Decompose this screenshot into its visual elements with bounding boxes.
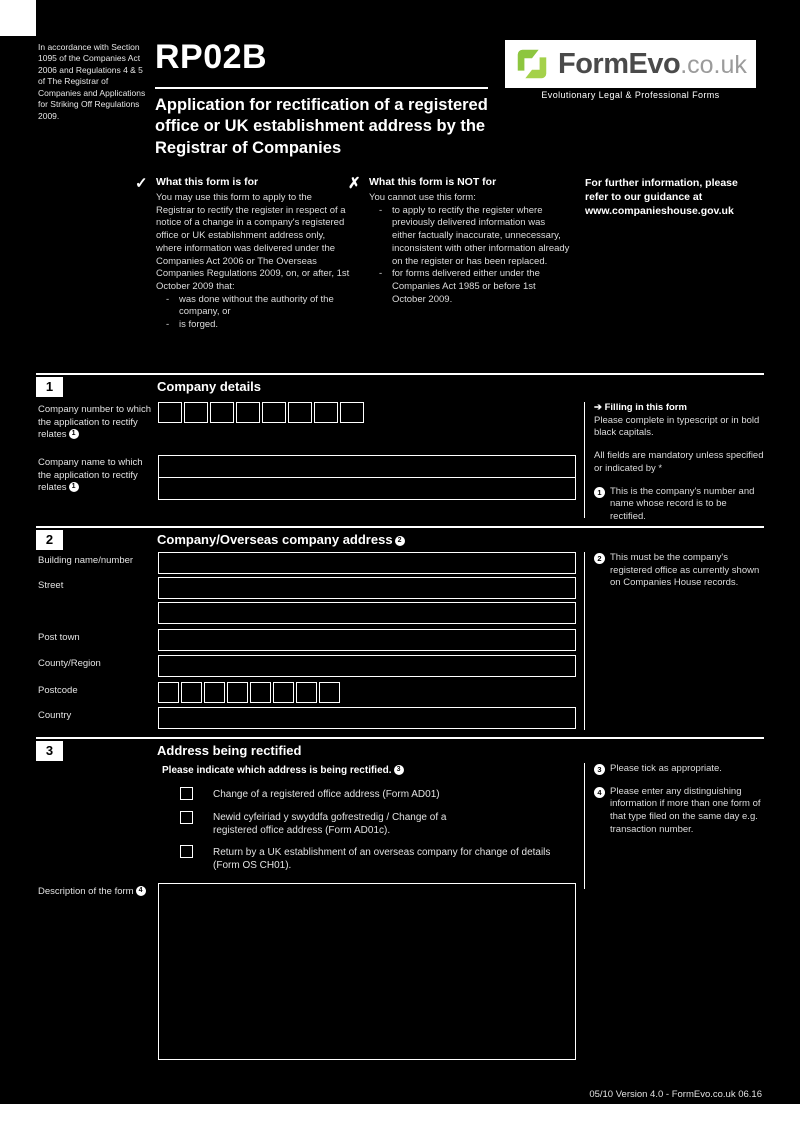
company-number-char-box[interactable]: [184, 402, 208, 423]
checkbox-form-ad01c-label: Newid cyfeiriad y swyddfa gofrestredig / Change of a registered office address (Form AD01c).: [213, 812, 447, 837]
note1-ref-marker: 1: [69, 482, 79, 492]
form-code: RP02B: [155, 38, 268, 76]
company-number-char-box[interactable]: [158, 402, 182, 423]
county-region-input[interactable]: [158, 655, 576, 677]
not-for-bullet-1: - to apply to rectify the register where previously delivered information was either factually inaccurate, unnecessary, inconsistent with other information already on the register or has been replaced.: [375, 205, 570, 269]
filling-in-body: Please complete in typescript or in bold black capitals.: [594, 414, 760, 439]
formevo-logo-icon: [513, 45, 551, 83]
checkbox-form-ad01[interactable]: [180, 787, 193, 800]
company-number-char-box[interactable]: [288, 402, 312, 423]
filling-in-heading: ➔ Filling in this form: [594, 402, 687, 413]
postcode-char-box[interactable]: [273, 682, 294, 703]
company-number-char-box[interactable]: [236, 402, 260, 423]
for-bullet-1: - was done without the authority of the company, or: [162, 294, 352, 319]
note-2: 2 This must be the company's registered office as currently shown on Companies House records.: [594, 552, 764, 590]
mandatory-note: All fields are mandatory unless specified or indicated by *: [594, 450, 764, 474]
page-bottom-margin: [0, 1104, 800, 1131]
section3-sidebar: [584, 763, 764, 889]
street-input-line1[interactable]: [158, 577, 576, 599]
postcode-input[interactable]: [158, 682, 340, 703]
note2-marker: 2: [594, 553, 605, 564]
what-this-form-is-not-for: [369, 176, 570, 306]
country-input[interactable]: [158, 707, 576, 729]
section2-divider: [36, 526, 764, 528]
section1-number: 1: [36, 377, 63, 397]
legal-compliance-note: In accordance with Section 1095 of the Companies Act 2006 and Regulations 4 & 5 of The Registrar of Companies and Applications for Striking Off Regulations 2009.: [38, 42, 146, 121]
company-number-char-box[interactable]: [314, 402, 338, 423]
further-information: For further information, please refer to our guidance at www.companieshouse.gov.uk: [585, 177, 738, 218]
note3-marker: 3: [594, 764, 605, 775]
company-number-char-box[interactable]: [340, 402, 364, 423]
check-icon: ✓: [135, 175, 148, 192]
note3-ref-marker: 3: [394, 765, 404, 775]
building-name-label: Building name/number: [38, 555, 134, 566]
postcode-char-box[interactable]: [319, 682, 340, 703]
company-name-input-line1[interactable]: [158, 455, 576, 478]
checkbox-form-os-ch01-label: Return by a UK establishment of an overseas company for change of details (Form OS CH01).: [213, 847, 551, 872]
street-input-line2[interactable]: [158, 602, 576, 624]
cross-icon: ✗: [348, 175, 361, 192]
section1-sidebar: [584, 402, 764, 523]
brand-suffix: .co.uk: [680, 50, 747, 79]
section1-divider: [36, 373, 764, 375]
not-for-bullet-2: - for forms delivered either under the Companies Act 1985 or before 1st October 2009.: [375, 268, 570, 306]
for-body: You may use this form to apply to the Registrar to rectify the register in respect of a notice of a change in a company's registered office or UK establishment address only, where information was delivered under the Companies Act 2006 or The Overseas Companies Regulations 2009, on, or after, 1st October 2009 that:: [156, 192, 350, 293]
checkbox-form-ad01-label: Change of a registered office address (Form AD01): [213, 789, 440, 800]
form-description-label: Description of the form 4: [38, 886, 158, 899]
note4-ref-marker: 4: [136, 886, 146, 896]
postcode-char-box[interactable]: [296, 682, 317, 703]
country-label: Country: [38, 710, 72, 721]
postcode-label: Postcode: [38, 685, 78, 696]
section2-title: Company/Overseas company address 2: [157, 532, 405, 547]
formevo-logo-box: [505, 40, 756, 88]
postcode-char-box[interactable]: [250, 682, 271, 703]
arrow-icon: ➔: [594, 402, 602, 413]
postcode-char-box[interactable]: [158, 682, 179, 703]
brand-name: FormEvo: [558, 47, 681, 80]
header-divider: [155, 87, 488, 89]
postcode-char-box[interactable]: [227, 682, 248, 703]
note-3: 3 Please tick as appropriate.: [594, 763, 764, 776]
postcode-char-box[interactable]: [181, 682, 202, 703]
section3-number: 3: [36, 741, 63, 761]
post-town-input[interactable]: [158, 629, 576, 651]
company-number-label: Company number to which the application to rectify relates 1: [38, 404, 151, 441]
company-number-char-box[interactable]: [210, 402, 234, 423]
company-name-input-line2[interactable]: [158, 477, 576, 500]
building-name-input[interactable]: [158, 552, 576, 574]
version-footer: 05/10 Version 4.0 - FormEvo.co.uk 06.16: [589, 1089, 762, 1100]
section3-title: Address being rectified: [157, 743, 302, 758]
county-region-label: County/Region: [38, 658, 101, 669]
not-for-body: You cannot use this form:: [369, 192, 476, 203]
form-title: Application for rectification of a registered office or UK establishment address by the Registrar of Companies: [155, 96, 488, 157]
note1-marker: 1: [594, 487, 605, 498]
rectified-address-prompt: Please indicate which address is being rectified. 3: [162, 765, 562, 776]
what-this-form-is-for: [156, 176, 352, 332]
company-name-label: Company name to which the application to rectify relates 1: [38, 457, 143, 494]
note1-ref-marker: 1: [69, 429, 79, 439]
for-heading: What this form is for: [156, 176, 259, 188]
form-description-input[interactable]: [158, 883, 576, 1060]
company-number-char-box[interactable]: [262, 402, 286, 423]
note2-ref-marker: 2: [395, 536, 405, 546]
section2-sidebar: [584, 552, 764, 730]
section1-title: Company details: [157, 379, 262, 394]
not-for-heading: What this form is NOT for: [369, 176, 497, 188]
checkbox-form-ad01c[interactable]: [180, 811, 193, 824]
post-town-label: Post town: [38, 632, 80, 643]
checkbox-form-os-ch01[interactable]: [180, 845, 193, 858]
brand-tagline: Evolutionary Legal & Professional Forms: [505, 88, 756, 103]
note-4: 4 Please enter any distinguishing information if more than one form of that type filed on the same day e.g. transaction number.: [594, 786, 764, 837]
section2-number: 2: [36, 530, 63, 550]
postcode-char-box[interactable]: [204, 682, 225, 703]
street-label: Street: [38, 580, 64, 591]
note-1: 1 This is the company's number and name whose record is to be rectified.: [594, 486, 764, 524]
formevo-logo: [505, 40, 756, 103]
for-bullet-2: - is forged.: [162, 319, 352, 332]
section3-divider: [36, 737, 764, 739]
company-number-input[interactable]: [158, 402, 364, 423]
note4-marker: 4: [594, 787, 605, 798]
page-corner-decoration: [0, 0, 36, 36]
